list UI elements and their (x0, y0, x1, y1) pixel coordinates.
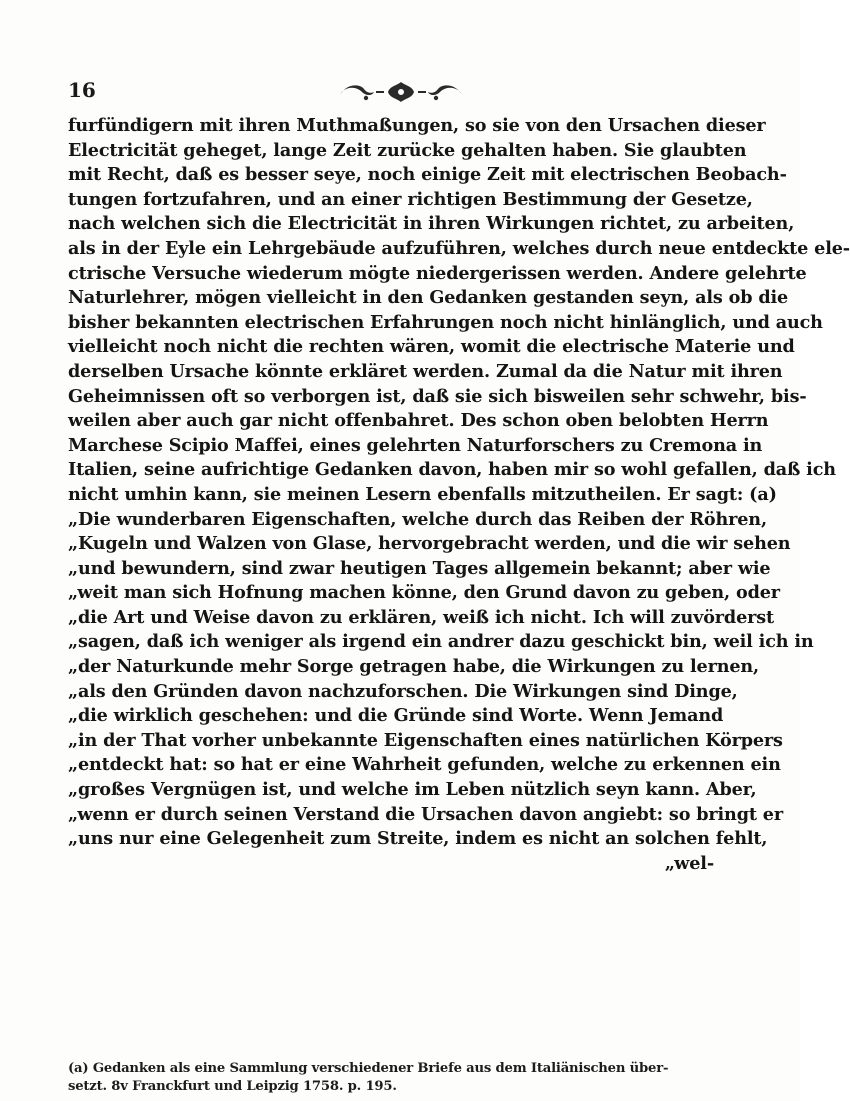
quote-line: „wenn er durch seinen Verstand die Ursachen davon angiebt: so bringt er (68, 803, 783, 825)
text-line: Italien, seine aufrichtige Gedanken davon, haben mir so wohl gefallen, daß ich (68, 459, 836, 481)
footnote-line: (a) Gedanken als eine Sammlung verschiedener Briefe aus dem Italiänischen über- (68, 1061, 669, 1076)
quote-line: „uns nur eine Gelegenheit zum Streite, indem es nicht an solchen fehlt, (68, 828, 768, 850)
quote-line: „weit man sich Hofnung machen könne, den Grund davon zu geben, oder (68, 582, 780, 604)
text-line: furfündigern mit ihren Muthmaßungen, so sie von den Ursachen dieser (68, 115, 766, 136)
text-line: ctrische Versuche wiederum mögte niedergerissen werden. Andere gelehrte (68, 262, 807, 284)
quote-line: „Kugeln und Walzen von Glase, hervorgebracht werden, und die wir sehen (68, 533, 791, 555)
text-line: tungen fortzufahren, und an einer richtigen Bestimmung der Gesetze, (68, 188, 753, 210)
ornament-right-bar (418, 91, 426, 93)
ornament-center-eye (398, 89, 404, 95)
text-line: Geheimnissen oft so verborgen ist, daß sie sich bisweilen sehr schwehr, bis- (68, 385, 807, 407)
printer-ornament-icon (336, 80, 466, 104)
text-line: Marchese Scipio Maffei, eines gelehrten Naturforschers zu Cremona in (68, 434, 763, 456)
quote-line: „sagen, daß ich weniger als irgend ein andrer dazu geschickt bin, weil ich in (68, 631, 814, 653)
catchword: „wel- (664, 852, 714, 874)
text-line: vielleicht noch nicht die rechten wären, womit die electrische Materie und (68, 336, 795, 358)
quote-line: „der Naturkunde mehr Sorge getragen habe, die Wirkungen zu lernen, (68, 656, 759, 678)
ornament-right-scroll (428, 85, 462, 95)
quote-line: „und bewundern, sind zwar heutigen Tages allgemein bekannt; aber wie (68, 557, 771, 579)
quote-line: „als den Gründen davon nachzuforschen. Die Wirkungen sind Dinge, (68, 680, 738, 702)
quote-line: „die wirklich geschehen: und die Gründe sind Worte. Wenn Jemand (68, 705, 724, 727)
text-line: bisher bekannten electrischen Erfahrungen noch nicht hinlänglich, und auch (68, 311, 823, 333)
text-line: mit Recht, daß es besser seye, noch einige Zeit mit electrischen Beobach- (68, 164, 787, 186)
text-line: weilen aber auch gar nicht offenbahret. Des schon oben belobten Herrn (68, 410, 769, 432)
text-line: als in der Eyle ein Lehrgebäude aufzuführen, welches durch neue entdeckte ele- (68, 237, 850, 259)
ornament-right-dot (434, 96, 438, 100)
text-line: nach welchen sich die Electricität in ihren Wirkungen richtet, zu arbeiten, (68, 213, 795, 235)
quote-line: „die Art und Weise davon zu erklären, weiß ich nicht. Ich will zuvörderst (68, 606, 774, 628)
ornament-left-bar (376, 91, 384, 93)
quote-line: „großes Vergnügen ist, und welche im Leben nützlich seyn kann. Aber, (68, 779, 757, 801)
footnote (68, 1060, 734, 1096)
text-line: Naturlehrer, mögen vielleicht in den Gedanken gestanden seyn, als ob die (68, 287, 789, 309)
ornament-left-dot (364, 96, 368, 100)
page-header (68, 78, 708, 110)
text-line: Electricität geheget, lange Zeit zurücke gehalten haben. Sie glaubten (68, 139, 747, 161)
quote-line: „Die wunderbaren Eigenschaften, welche durch das Reiben der Röhren, (68, 508, 767, 530)
text-line: nicht umhin kann, sie meinen Lesern ebenfalls mitzutheilen. Er sagt: (a) (68, 483, 777, 505)
quote-line: „entdeckt hat: so hat er eine Wahrheit gefunden, welche zu erkennen ein (68, 754, 781, 776)
footnote-line: setzt. 8v Franckfurt und Leipzig 1758. p. 195. (68, 1079, 397, 1094)
quote-line: „in der That vorher unbekannte Eigenschaften eines natürlichen Körpers (68, 729, 783, 751)
ornament-left-scroll (340, 85, 374, 95)
text-line: derselben Ursache könnte erkläret werden. Zumal da die Natur mit ihren (68, 360, 783, 382)
page-number: 16 (68, 78, 96, 102)
body-text (68, 114, 850, 876)
